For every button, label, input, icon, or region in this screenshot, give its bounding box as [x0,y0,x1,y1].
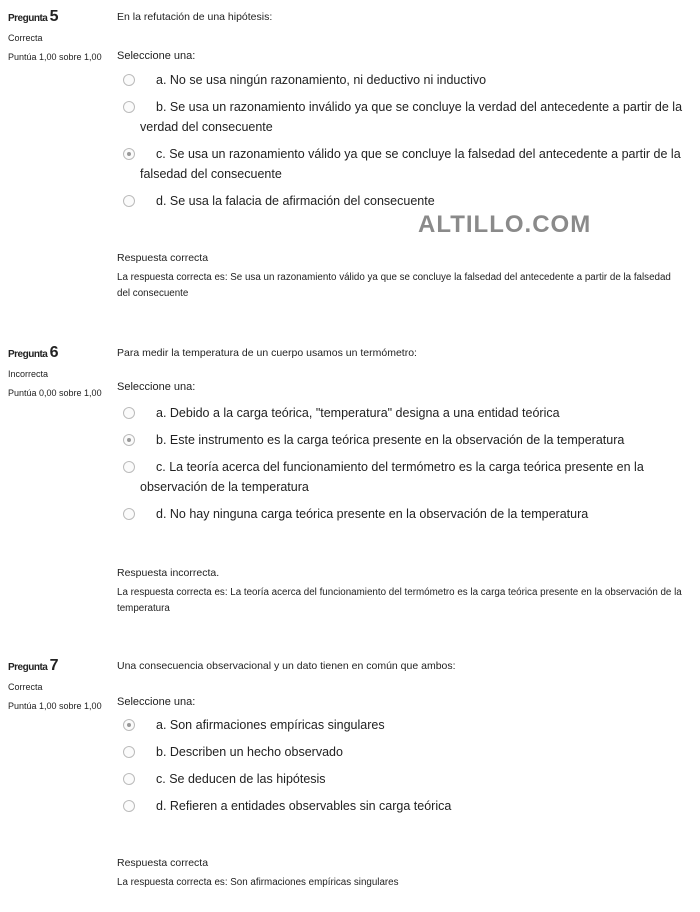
option-label: a. Son afirmaciones empíricas singulares [156,718,385,732]
question-info [8,10,103,64]
correct-answer: La respuesta correcta es: Son afirmaciones empíricas singulares [117,877,399,888]
option-label: a. No se usa ningún razonamiento, ni deductivo ni inductivo [156,73,487,87]
question-state: Correcta [8,33,43,43]
answer-option[interactable] [122,191,688,211]
feedback [117,250,682,302]
answer-option[interactable] [122,769,688,789]
option-label: b. Este instrumento es la carga teórica presente en la observación de la temperatura [156,433,625,447]
radio-button[interactable] [123,800,135,812]
answer-option[interactable] [122,144,688,184]
question-score: Puntúa 1,00 sobre 1,00 [8,701,102,711]
radio-button[interactable] [123,407,135,419]
question-number [8,10,103,25]
option-label: c. Se deducen de las hipótesis [156,772,326,786]
question-number [8,659,103,674]
correct-answer: La respuesta correcta es: La teoría acerca del funcionamiento del termómetro es la carga teórica presente en la observación de la temperatura [117,587,682,614]
answer-option[interactable] [122,742,688,762]
question-state: Incorrecta [8,369,49,379]
question-text: Una consecuencia observacional y un dato tienen en común que ambos: [117,660,456,672]
question-label: Pregunta [8,349,48,360]
feedback [117,855,682,891]
question-info [8,346,103,400]
question-info [8,659,103,713]
watermark: ALTILLO.COM [418,211,592,238]
option-label: a. Debido a la carga teórica, "temperatura" designa a una entidad teórica [156,406,560,420]
question-text: Para medir la temperatura de un cuerpo usamos un termómetro: [117,347,417,359]
option-label: d. No hay ninguna carga teórica presente en la observación de la temperatura [156,507,589,521]
radio-button[interactable] [123,773,135,785]
answer-option[interactable] [122,430,688,450]
radio-button[interactable] [123,74,135,86]
answer-option[interactable] [122,403,688,423]
answer-option[interactable] [122,715,688,735]
option-label: d. Refieren a entidades observables sin carga teórica [156,799,452,813]
radio-button[interactable] [123,461,135,473]
radio-button[interactable] [123,101,135,113]
question-number-value: 6 [49,344,59,361]
question-state: Correcta [8,682,43,692]
answer-options [122,715,688,823]
option-label: d. Se usa la falacia de afirmación del consecuente [156,194,435,208]
question-score: Puntúa 0,00 sobre 1,00 [8,388,102,398]
question-number [8,346,103,361]
radio-button[interactable] [123,148,135,160]
feedback-status: Respuesta correcta [117,857,209,869]
answer-option[interactable] [122,70,688,90]
option-label: b. Describen un hecho observado [156,745,343,759]
select-label: Seleccione una: [117,381,196,393]
radio-button[interactable] [123,746,135,758]
answer-options [122,403,688,531]
question-number-value: 7 [49,657,59,674]
option-label: c. Se usa un razonamiento válido ya que se concluye la falsedad del antecedente a partir de la falsedad del consecuente [140,147,681,181]
answer-option[interactable] [122,457,688,497]
feedback-status: Respuesta correcta [117,252,209,264]
select-label: Seleccione una: [117,696,196,708]
radio-button[interactable] [123,719,135,731]
question-label: Pregunta [8,662,48,673]
option-label: b. Se usa un razonamiento inválido ya que se concluye la verdad del antecedente a partir de la verdad del consecuente [140,100,683,134]
feedback [117,565,682,617]
answer-option[interactable] [122,97,688,137]
question-number-value: 5 [49,8,59,25]
option-label: c. La teoría acerca del funcionamiento del termómetro es la carga teórica presente en la observación de la temperatura [140,460,644,494]
question-label: Pregunta [8,13,48,24]
select-label: Seleccione una: [117,50,196,62]
question-score: Puntúa 1,00 sobre 1,00 [8,52,102,62]
answer-option[interactable] [122,796,688,816]
radio-button[interactable] [123,508,135,520]
answer-option[interactable] [122,504,688,524]
answer-options [122,70,688,218]
radio-button[interactable] [123,434,135,446]
feedback-status: Respuesta incorrecta. [117,567,220,579]
radio-button[interactable] [123,195,135,207]
correct-answer: La respuesta correcta es: Se usa un razonamiento válido ya que se concluye la falsedad del antecedente a partir de la falsedad del consecuente [117,272,671,299]
question-text: En la refutación de una hipótesis: [117,11,273,23]
